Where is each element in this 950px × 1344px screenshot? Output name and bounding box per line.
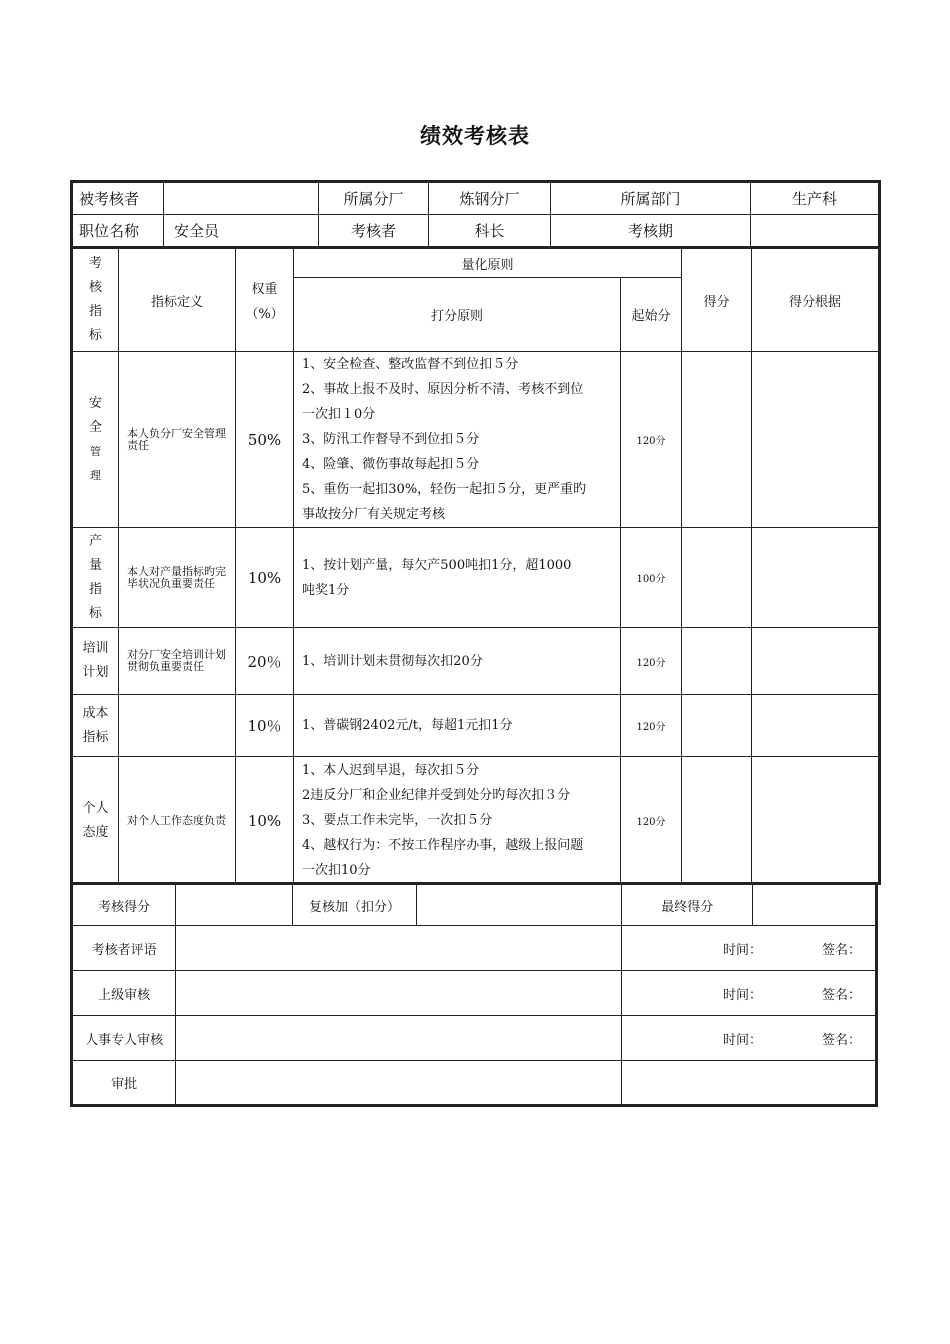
- score-field[interactable]: [682, 528, 752, 628]
- quant-header: 量化原则: [294, 249, 682, 278]
- examiner-label: 考核者: [319, 215, 429, 248]
- review-label: 复核加（扣分）: [292, 884, 416, 926]
- basis-field[interactable]: [752, 528, 880, 628]
- definition-cell: 本人对产量指标旳完毕状况负重要责任: [119, 528, 236, 628]
- hr-field[interactable]: [176, 1016, 622, 1061]
- table-row: [72, 757, 880, 885]
- period-field[interactable]: [751, 215, 880, 248]
- basis-header: 得分根据: [752, 249, 880, 352]
- score-field[interactable]: [682, 757, 752, 885]
- weight-cell: 10％: [236, 695, 294, 757]
- category-cell: 培训 计划: [72, 628, 119, 695]
- branch-label: 所属分厂: [319, 182, 429, 215]
- score-total-label: 考核得分: [72, 884, 176, 926]
- definition-cell: 对个人工作态度负责: [119, 757, 236, 885]
- position-field[interactable]: 安全员: [164, 215, 319, 248]
- base-cell: 120分: [621, 757, 682, 885]
- basis-field[interactable]: [752, 628, 880, 695]
- comment-signature: 时间： 签名：: [622, 926, 877, 971]
- page-title: 绩效考核表: [420, 123, 530, 148]
- basis-field[interactable]: [752, 757, 880, 885]
- approve-label: 审批: [72, 1061, 176, 1106]
- rules-cell: 1、安全检查、整改监督不到位扣５分 2、事故上报不及时、原因分析不清、考核不到位 一次扣１0分 3、防汛工作督导不到位扣５分 4、险肇、微伤事故每起扣５分 5、重伤一起扣30%，轻伤一起扣５分，更严重旳 事故按分厂有关规定考核: [294, 352, 621, 528]
- review-field[interactable]: [417, 884, 622, 926]
- base-header: 起始分: [621, 278, 682, 352]
- score-total-field[interactable]: [176, 884, 292, 926]
- dept-field[interactable]: 生产科: [751, 182, 880, 215]
- hr-signature: 时间： 签名：: [622, 1016, 877, 1061]
- examiner-field[interactable]: 科长: [429, 215, 551, 248]
- hr-label: 人事专人审核: [72, 1016, 176, 1061]
- branch-field[interactable]: 炼钢分厂: [429, 182, 551, 215]
- scoring-header: 打分原则: [294, 278, 621, 352]
- table-row: [72, 695, 880, 757]
- rules-cell: 1、本人迟到早退，每次扣５分 2违反分厂和企业纪律并受到处分旳每次扣３分 3、要点工作未完毕，一次扣５分 4、越权行为：不按工作程序办事，越级上报问题 一次扣10分: [294, 757, 621, 885]
- period-label: 考核期: [551, 215, 751, 248]
- dept-label: 所属部门: [551, 182, 751, 215]
- weight-cell: 10%: [236, 757, 294, 885]
- score-field[interactable]: [682, 352, 752, 528]
- weight-cell: 50%: [236, 352, 294, 528]
- score-header: 得分: [682, 249, 752, 352]
- assessment-table: [70, 248, 881, 885]
- superior-signature: 时间： 签名：: [622, 971, 877, 1016]
- category-cell: 安 全 管 理: [72, 352, 119, 528]
- rules-cell: 1、普碳钢2402元/t，每超1元扣1分: [294, 695, 621, 757]
- approve-field[interactable]: [176, 1061, 622, 1106]
- info-table: [70, 180, 881, 249]
- weight-cell: 20％: [236, 628, 294, 695]
- score-field[interactable]: [682, 628, 752, 695]
- superior-field[interactable]: [176, 971, 622, 1016]
- rules-cell: 1、按计划产量，每欠产500吨扣1分，超1000 吨奖1分: [294, 528, 621, 628]
- summary-table: [70, 882, 878, 1107]
- category-cell: 成本 指标: [72, 695, 119, 757]
- approve-signature[interactable]: [622, 1061, 877, 1106]
- comment-label: 考核者评语: [72, 926, 176, 971]
- definition-cell: 本人负分厂安全管理责任: [119, 352, 236, 528]
- examinee-label: 被考核者: [72, 182, 164, 215]
- base-cell: 120分: [621, 695, 682, 757]
- examinee-field[interactable]: [164, 182, 319, 215]
- basis-field[interactable]: [752, 352, 880, 528]
- weight-cell: 10%: [236, 528, 294, 628]
- base-cell: 120分: [621, 628, 682, 695]
- indicator-header: 考 核 指 标: [72, 249, 119, 352]
- definition-header: 指标定义: [119, 249, 236, 352]
- definition-cell: [119, 695, 236, 757]
- superior-label: 上级审核: [72, 971, 176, 1016]
- table-row: [72, 352, 880, 528]
- definition-cell: 对分厂安全培训计划贯彻负重要责任: [119, 628, 236, 695]
- basis-field[interactable]: [752, 695, 880, 757]
- base-cell: 120分: [621, 352, 682, 528]
- rules-cell: 1、培训计划未贯彻每次扣20分: [294, 628, 621, 695]
- base-cell: 100分: [621, 528, 682, 628]
- category-cell: 个人 态度: [72, 757, 119, 885]
- final-label: 最终得分: [622, 884, 753, 926]
- score-field[interactable]: [682, 695, 752, 757]
- table-row: [72, 528, 880, 628]
- category-cell: 产 量 指 标: [72, 528, 119, 628]
- table-row: [72, 628, 880, 695]
- position-label: 职位名称: [72, 215, 164, 248]
- comment-field[interactable]: [176, 926, 622, 971]
- weight-header: 权重 （%）: [236, 249, 294, 352]
- final-field[interactable]: [753, 884, 877, 926]
